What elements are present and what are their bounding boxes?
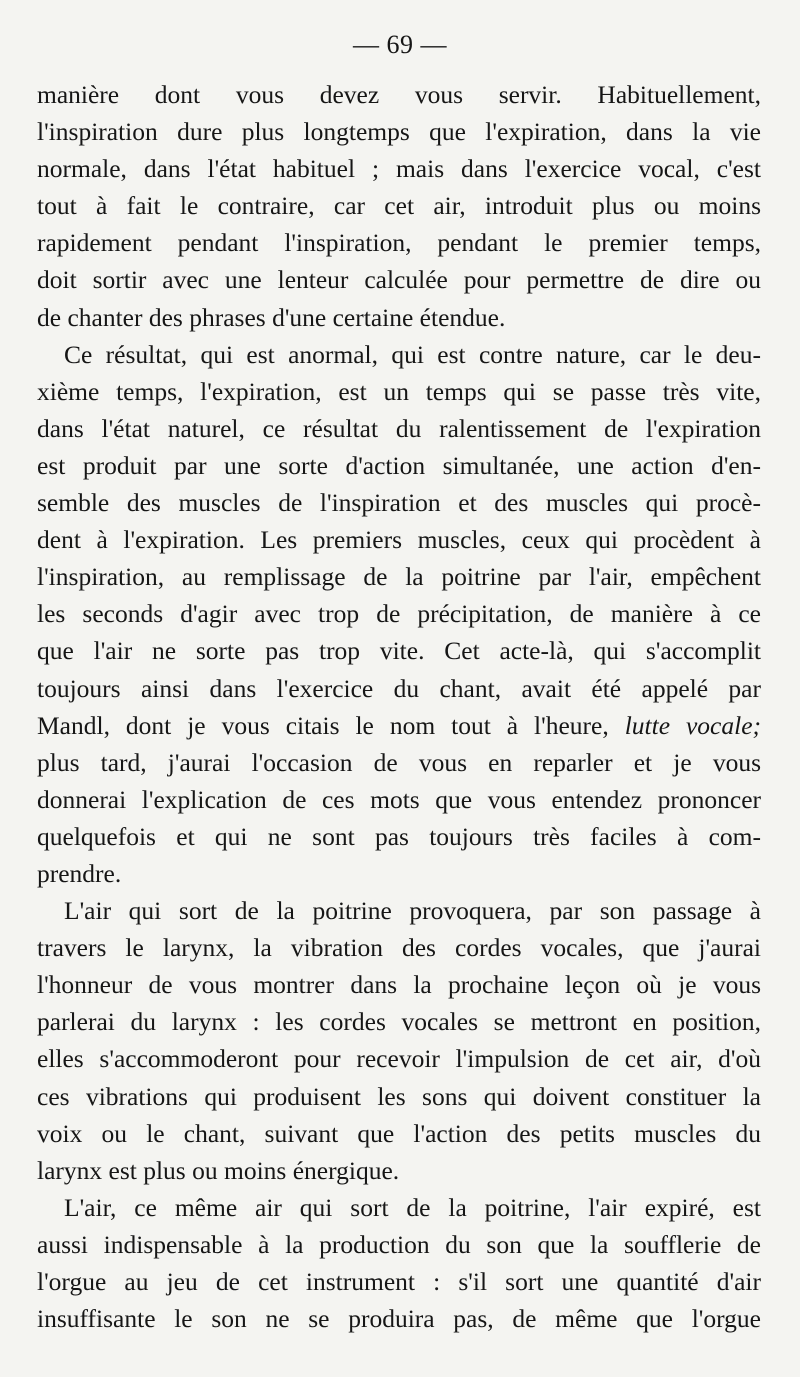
text-line: parlerai du larynx : les cordes vocales se mettront en position, xyxy=(37,1007,761,1037)
text-line: tout à fait le contraire, car cet air, introduit plus ou moins xyxy=(37,191,761,221)
text-line: l'orgue au jeu de cet instrument : s'il sort une quantité d'air xyxy=(37,1267,761,1296)
text-line: voix ou le chant, suivant que l'action des petits muscles du xyxy=(37,1118,761,1148)
text-line: semble des muscles de l'inspiration et des muscles qui procè- xyxy=(37,488,761,518)
text-line: que l'air ne sorte pas trop vite. Cet acte-là, qui s'accomplit xyxy=(37,636,761,666)
text-line: insuffisante le son ne se produira pas, de même que l'orgue xyxy=(37,1304,761,1334)
text-line: les seconds d'agir avec trop de précipitation, de manière à ce xyxy=(37,599,761,629)
text-line: manière dont vous devez vous servir. Habituellement, xyxy=(37,80,761,109)
text-line: prendre. xyxy=(37,858,122,888)
text-line: doit sortir avec une lenteur calculée pour permettre de dire ou xyxy=(37,265,761,295)
text-line: dans l'état naturel, ce résultat du ralentissement de l'expiration xyxy=(37,413,761,443)
text-line: Ce résultat, qui est anormal, qui est contre nature, car le deu- xyxy=(64,339,761,369)
text-line: de chanter des phrases d'une certaine étendue. xyxy=(37,302,506,332)
text-line: Mandl, dont je vous citais le nom tout à l'heure, lutte vocale; xyxy=(37,710,761,740)
text-line: plus tard, j'aurai l'occasion de vous en reparler et je vous xyxy=(37,747,761,777)
text-line: travers le larynx, la vibration des cordes vocales, que j'aurai xyxy=(37,933,761,963)
italic-term: lutte vocale; xyxy=(624,710,761,740)
text-line: quelquefois et qui ne sont pas toujours très faciles à com- xyxy=(37,821,761,851)
paragraph xyxy=(37,76,761,336)
text-line: l'inspiration, au remplissage de la poitrine par l'air, empêchent xyxy=(37,562,761,592)
body-text xyxy=(37,76,761,1337)
text-line: elles s'accommoderont pour recevoir l'impulsion de cet air, d'où xyxy=(37,1044,761,1074)
text-line: larynx est plus ou moins énergique. xyxy=(37,1155,400,1185)
text-line: L'air qui sort de la poitrine provoquera, par son passage à xyxy=(64,896,761,926)
paragraph xyxy=(37,1189,761,1337)
text-line: rapidement pendant l'inspiration, pendant le premier temps, xyxy=(37,228,761,258)
text-line: est produit par une sorte d'action simultanée, une action d'en- xyxy=(37,450,761,480)
text-line: xième temps, l'expiration, est un temps qui se passe très vite, xyxy=(37,376,761,406)
page-number: — 69 — xyxy=(353,30,447,59)
text-line: normale, dans l'état habituel ; mais dans l'exercice vocal, c'est xyxy=(37,154,761,184)
paragraph xyxy=(37,892,761,1189)
text-line: dent à l'expiration. Les premiers muscles, ceux qui procèdent à xyxy=(37,525,761,555)
text-line: ces vibrations qui produisent les sons qui doivent constituer la xyxy=(37,1081,761,1111)
text-line: aussi indispensable à la production du son que la soufflerie de xyxy=(37,1229,761,1259)
text-line: l'inspiration dure plus longtemps que l'expiration, dans la vie xyxy=(37,117,761,147)
text-line: donnerai l'explication de ces mots que vous entendez prononcer xyxy=(37,784,761,814)
text-line: l'honneur de vous montrer dans la prochaine leçon où je vous xyxy=(37,970,761,1000)
text-line: toujours ainsi dans l'exercice du chant, avait été appelé par xyxy=(37,673,761,703)
paragraph xyxy=(37,336,761,892)
text-line: L'air, ce même air qui sort de la poitrine, l'air expiré, est xyxy=(64,1192,761,1222)
